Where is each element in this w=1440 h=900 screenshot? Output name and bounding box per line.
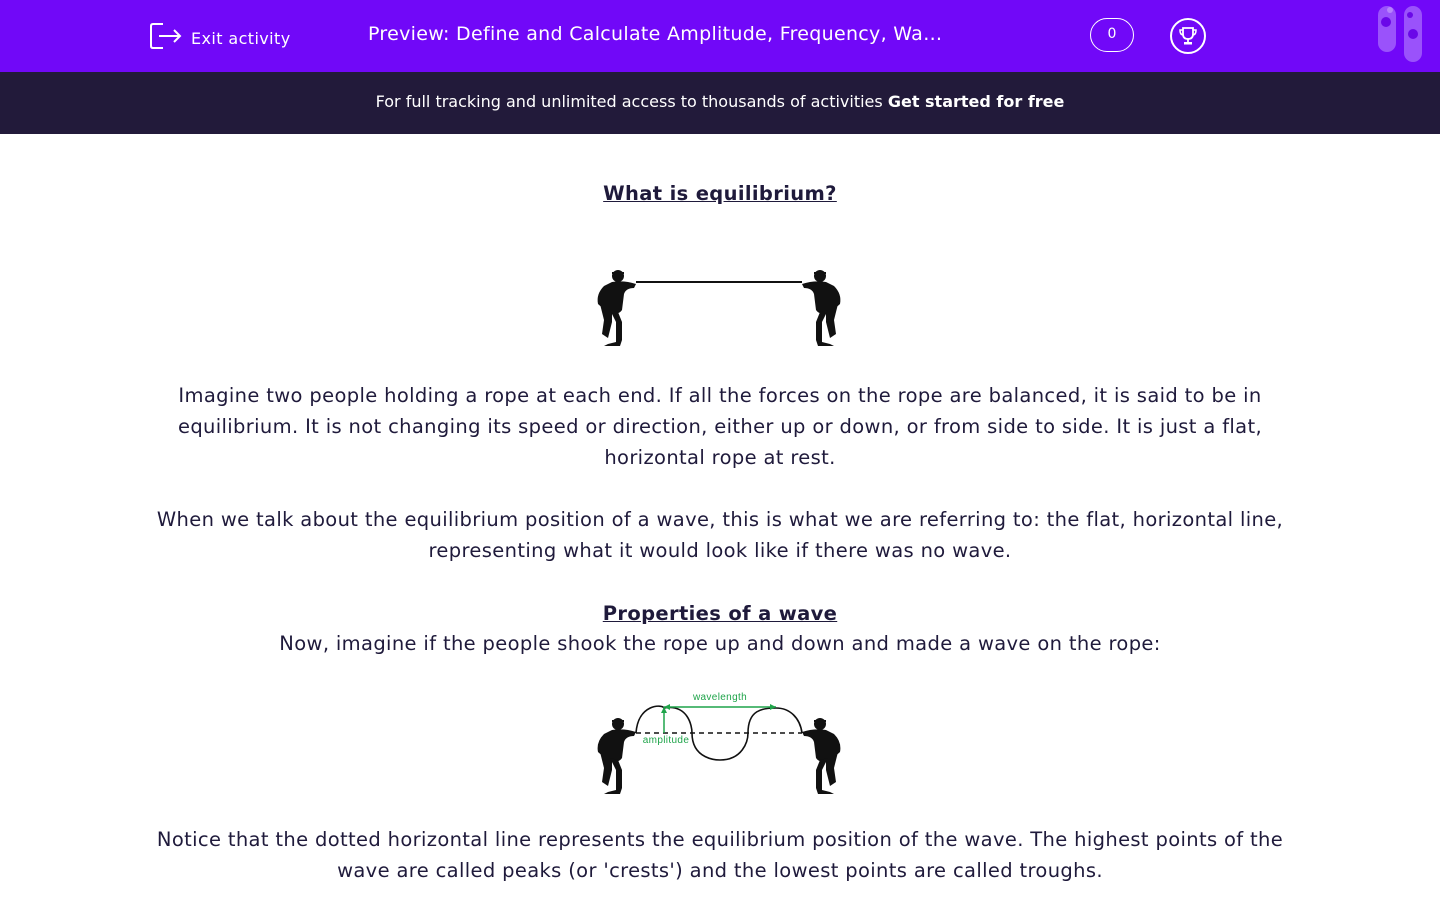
paragraph-equilibrium-rope: Imagine two people holding a rope at each end. If all the forces on the rope are balanced, it is said to be in equilibrium. It is not changing its speed or direction, either up or down, or from side to side. It is just a flat, horizontal rope at rest. bbox=[177, 384, 1263, 469]
amplitude-label: amplitude bbox=[642, 735, 690, 746]
paragraph-peaks-troughs: Notice that the dotted horizontal line represents the equilibrium position of the wave. The highest points of the wave are called peaks (or 'crests') and the lowest points are called troughs. bbox=[156, 828, 1284, 882]
rope-equilibrium-figure bbox=[590, 264, 850, 354]
person-right bbox=[802, 718, 840, 794]
trophy-icon bbox=[1177, 25, 1199, 47]
heading-equilibrium: What is equilibrium? bbox=[603, 182, 837, 205]
activity-title: Preview: Define and Calculate Amplitude, Frequency, Wa… bbox=[368, 23, 943, 45]
person-left bbox=[598, 270, 636, 346]
person-right bbox=[802, 270, 840, 346]
wavelength-label: wavelength bbox=[692, 692, 748, 703]
score-counter: 0 bbox=[1090, 18, 1134, 52]
paragraph-wave-intro: Now, imagine if the people shook the rope up and down and made a wave on the rope: bbox=[279, 632, 1161, 655]
paragraph-equilibrium-position: When we talk about the equilibrium position of a wave, this is what we are referring to: the flat, horizontal line, representing what it would look like if there was no wave. bbox=[156, 508, 1284, 562]
exit-activity-button[interactable] bbox=[149, 22, 291, 54]
exit-icon bbox=[149, 22, 183, 54]
promo-text: For full tracking and unlimited access to thousands of activities bbox=[375, 92, 883, 111]
heading-properties: Properties of a wave bbox=[602, 602, 838, 625]
exit-activity-label: Exit activity bbox=[191, 28, 291, 48]
promo-banner bbox=[0, 72, 1440, 134]
wave-figure bbox=[590, 686, 850, 796]
logo-mark bbox=[1374, 4, 1426, 64]
person-left bbox=[598, 718, 636, 794]
top-bar bbox=[0, 0, 1440, 72]
trophy-button[interactable] bbox=[1170, 18, 1206, 54]
get-started-link[interactable]: Get started for free bbox=[887, 92, 1065, 111]
